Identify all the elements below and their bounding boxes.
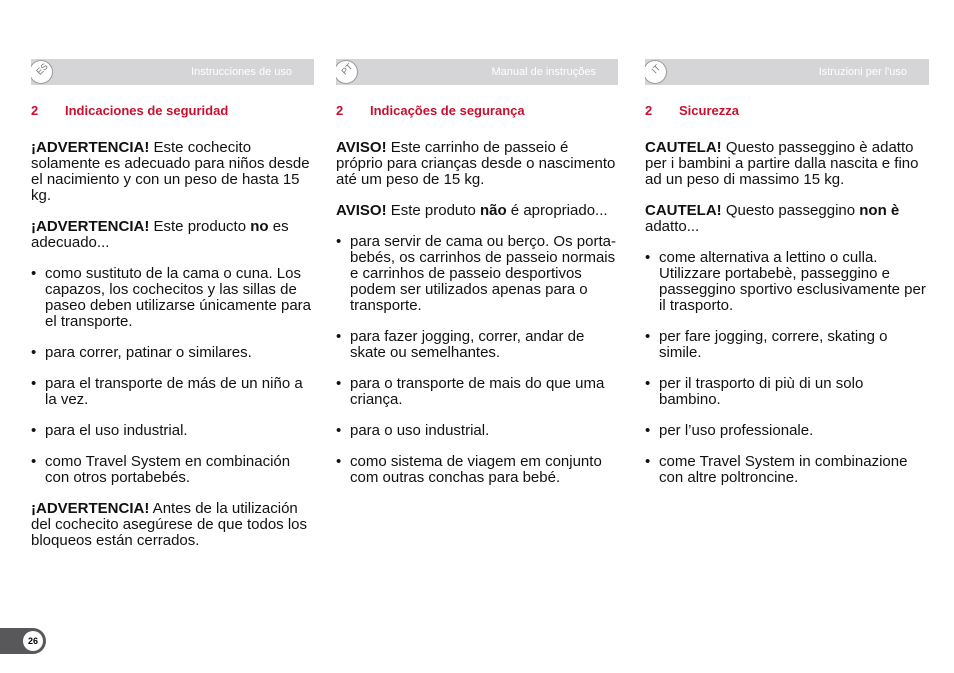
header-bar: [31, 59, 314, 85]
warning-text: Questo passeggino è adatto per i bambini a partire dalla nascita e fino ad un peso di massimo 15 kg.: [645, 139, 919, 188]
section-number: 2: [336, 103, 344, 118]
section-number: 2: [31, 103, 39, 118]
page-number-badge: [0, 628, 46, 654]
warning-label: AVISO!: [336, 139, 387, 156]
page-number: 26: [23, 631, 43, 651]
header-bar: [645, 59, 929, 85]
header-bar: [336, 59, 618, 85]
warning-label: AVISO!: [336, 202, 387, 219]
section-heading: [336, 103, 618, 119]
warning-text: es adecuado...: [31, 218, 289, 251]
bullet-list: [645, 250, 929, 486]
warning-text: Este produto: [386, 202, 480, 219]
emphasis-text: no: [250, 218, 269, 235]
list-item: • para o transporte de mais do que uma criança.: [336, 376, 618, 408]
warning-label: CAUTELA!: [645, 139, 722, 156]
emphasis-text: não: [479, 202, 507, 219]
list-item: • como sustituto de la cama o cuna. Los capazos, los cochecitos y las sillas de paseo deben utilizarse únicamente para el transporte.: [31, 266, 314, 330]
list-item: • como Travel System en combinación con otros portabebés.: [31, 454, 314, 486]
emphasis-text: non è: [859, 202, 900, 219]
warning-text: Este carrinho de passeio é próprio para crianças desde o nascimento até um peso de 15 kg.: [336, 139, 616, 188]
list-item: • per il trasporto di più di un solo bambino.: [645, 376, 929, 408]
bullet-list: [31, 266, 314, 486]
warning-label: ¡ADVERTENCIA!: [31, 139, 150, 156]
column-pt: [336, 59, 618, 501]
warning-paragraph: [31, 140, 314, 204]
section-heading: [645, 103, 929, 119]
warning-text: Antes de la utilización del cochecito asegúrese de que todos los bloqueos están cerrados.: [31, 500, 308, 549]
list-item: • para el transporte de más de un niño a la vez.: [31, 376, 314, 408]
warning-label: CAUTELA!: [645, 202, 722, 219]
list-item: • para servir de cama ou berço. Os porta-bebés, os carrinhos de passeio normais e carrinhos de passeio desportivos podem ser utilizados apenas para o transporte.: [336, 234, 618, 314]
warning-text: é apropriado...: [506, 202, 608, 219]
list-item: • come alternativa a lettino o culla. Utilizzare portabebè, passeggino e passeggino sportivo esclusivamente per il trasporto.: [645, 250, 929, 314]
warning-label: ¡ADVERTENCIA!: [31, 218, 150, 235]
warning-text: Questo passeggino: [721, 202, 860, 219]
list-item: • para el uso industrial.: [31, 423, 314, 439]
language-code: IT: [649, 62, 663, 76]
section-title: Indicaciones de seguridad: [65, 103, 229, 118]
column-body: [645, 140, 929, 486]
header-title: Istruzioni per l'uso: [818, 66, 907, 78]
warning-paragraph: [645, 140, 929, 188]
list-item: • per fare jogging, correre, skating o simile.: [645, 329, 929, 361]
section-number: 2: [645, 103, 653, 118]
list-item: • para correr, patinar o similares.: [31, 345, 314, 361]
list-item: • para o uso industrial.: [336, 423, 618, 439]
list-item: • como sistema de viagem em conjunto com outras conchas para bebé.: [336, 454, 618, 486]
warning-paragraph: [336, 203, 618, 219]
warning-label: ¡ADVERTENCIA!: [31, 500, 150, 517]
header-title: Manual de instruções: [491, 66, 596, 78]
warning-paragraph: [31, 219, 314, 251]
bullet-list: [336, 234, 618, 486]
warning-paragraph: [31, 501, 314, 549]
section-title: Sicurezza: [679, 103, 739, 118]
header-title: Instrucciones de uso: [191, 66, 292, 78]
column-body: [31, 140, 314, 549]
column-body: [336, 140, 618, 486]
list-item: • per l’uso professionale.: [645, 423, 929, 439]
language-code: PT: [339, 61, 355, 77]
section-heading: [31, 103, 314, 119]
warning-paragraph: [336, 140, 618, 188]
column-es: [31, 59, 314, 564]
language-code: ES: [34, 61, 50, 77]
warning-text: Este cochecito solamente es adecuado para niños desde el nacimiento y con un peso de hasta 15 kg.: [31, 139, 310, 204]
column-it: [645, 59, 929, 501]
warning-text: Este producto: [149, 218, 251, 235]
list-item: • come Travel System in combinazione con altre poltroncine.: [645, 454, 929, 486]
section-title: Indicações de segurança: [370, 103, 525, 118]
warning-text: adatto...: [645, 218, 700, 235]
warning-paragraph: [645, 203, 929, 235]
list-item: • para fazer jogging, correr, andar de skate ou semelhantes.: [336, 329, 618, 361]
